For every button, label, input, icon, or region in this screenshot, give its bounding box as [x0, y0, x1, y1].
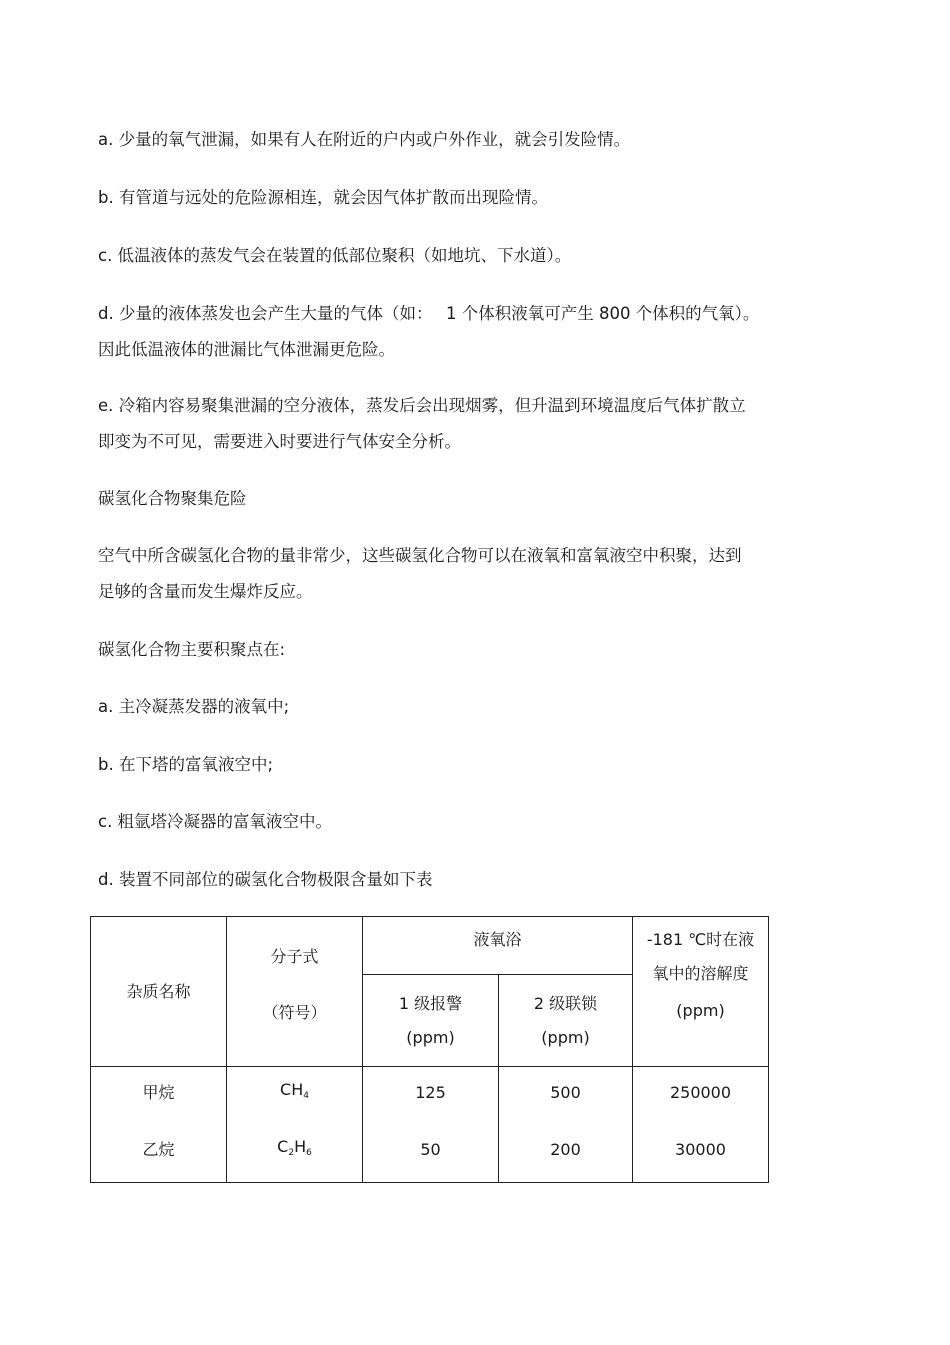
paragraph-e-line-2: 即变为不可见，需要进入时要进行气体安全分析。 — [98, 432, 461, 451]
point-c: c. 粗氩塔冷凝器的富氧液空中。 — [98, 812, 333, 831]
intro-line-1: 空气中所含碳氢化合物的量非常少，这些碳氢化合物可以在液氧和富氧液空中积聚，达到 — [98, 546, 742, 565]
row-methane-name: 甲烷 — [91, 1067, 227, 1119]
row-ethane-alarm: 50 — [363, 1119, 499, 1183]
table-row — [91, 1119, 769, 1183]
table-row — [91, 1067, 769, 1119]
point-a: a. 主冷凝蒸发器的液氧中; — [98, 697, 290, 716]
point-d: d. 装置不同部位的碳氢化合物极限含量如下表 — [98, 870, 433, 889]
point-b: b. 在下塔的富氧液空中; — [98, 755, 274, 774]
row-methane-solubility: 250000 — [633, 1067, 769, 1119]
points-title: 碳氢化合物主要积聚点在: — [98, 640, 286, 659]
row-ethane-solubility: 30000 — [633, 1119, 769, 1183]
row-ethane-interlock: 200 — [499, 1119, 633, 1183]
header-level1-alarm: 1 级报警 (ppm) — [363, 975, 499, 1067]
paragraph-b-pipeline: b. 有管道与远处的危险源相连，就会因气体扩散而出现险情。 — [98, 188, 548, 207]
header-liquid-oxygen-bath: 液氧浴 — [363, 917, 633, 975]
paragraph-c-low-temperature: c. 低温液体的蒸发气会在装置的低部位聚积（如地坑、下水道）。 — [98, 246, 572, 265]
header-solubility: -181 ℃时在液 氧中的溶解度 (ppm) — [633, 917, 769, 1067]
paragraph-a-oxygen-leak: a. 少量的氧气泄漏，如果有人在附近的户内或户外作业，就会引发险情。 — [98, 130, 631, 149]
paragraph-d-line-1: d. 少量的液体蒸发也会产生大量的气体（如： 1 个体积液氧可产生 800 个体积的气氧）。 — [98, 304, 760, 323]
row-methane-alarm: 125 — [363, 1067, 499, 1119]
row-methane-formula: $CH_4$ — [227, 1067, 363, 1119]
intro-line-2: 足够的含量而发生爆炸反应。 — [98, 582, 313, 601]
paragraph-e-line-1: e. 冷箱内容易聚集泄漏的空分液体，蒸发后会出现烟雾，但升温到环境温度后气体扩散立 — [98, 396, 746, 415]
row-methane-interlock: 500 — [499, 1067, 633, 1119]
row-ethane-formula: $C_2H_6$ — [227, 1119, 363, 1183]
hydrocarbon-limit-table — [90, 916, 769, 1183]
header-molecular-formula: 分子式 （符号） — [227, 917, 363, 1067]
header-level2-interlock: 2 级联锁 (ppm) — [499, 975, 633, 1067]
section-heading: 碳氢化合物聚集危险 — [98, 489, 247, 508]
header-impurity-name: 杂质名称 — [91, 917, 227, 1067]
paragraph-d-line-2: 因此低温液体的泄漏比气体泄漏更危险。 — [98, 340, 395, 359]
row-ethane-name: 乙烷 — [91, 1119, 227, 1183]
